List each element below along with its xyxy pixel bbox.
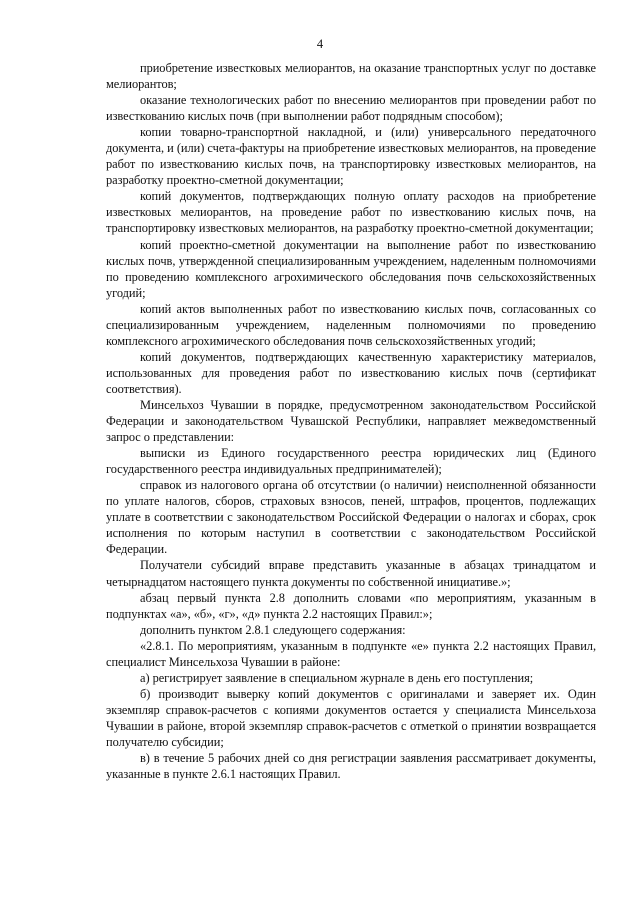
paragraph-11: Получатели субсидий вправе представить указанные в абзацах тринадцатом и четырнадцатом настоящего пункта документы по собственной инициативе.»; bbox=[106, 558, 596, 589]
paragraph-14: «2.8.1. По мероприятиям, указанным в подпункте «е» пункта 2.2 настоящих Правил, специалист Минсельхоза Чувашии в районе: bbox=[106, 638, 596, 669]
paragraph-4: копий документов, подтверждающих полную оплату расходов на приобретение известковых мелиорантов, на проведение работ по известкованию кислых почв, на транспортировку известковых мелиорантов, на разработку проектно-сметной документации; bbox=[106, 189, 596, 236]
paragraph-2: оказание технологических работ по внесению мелиорантов при проведении работ по известкованию кислых почв (при выполнении работ подрядным способом); bbox=[106, 93, 596, 124]
paragraph-13: дополнить пунктом 2.8.1 следующего содержания: bbox=[140, 622, 406, 637]
paragraph-1: приобретение известковых мелиорантов, на оказание транспортных услуг по доставке мелиорантов; bbox=[106, 61, 596, 92]
paragraph-6: копий актов выполненных работ по известкованию кислых почв, согласованных со специализированным учреждением, наделенным полномочиями по проведению комплексного агрохимического обследования почв сельскохозяйственных угодий; bbox=[106, 301, 596, 348]
paragraph-10: справок из налогового органа об отсутствии (о наличии) неисполненной обязанности по уплате налогов, сборов, страховых взносов, пеней, штрафов, процентов, подлежащих уплате в соответствии с законодательством Российской Федерации о налогах и сборах, срок исполнения по которым наступил в соответствии с законодательством Российской Федерации. bbox=[106, 478, 596, 557]
paragraph-17: в) в течение 5 рабочих дней со дня регистрации заявления рассматривает документы, указанные в пункте 2.6.1 настоящих Правил. bbox=[106, 751, 596, 782]
paragraph-15: а) регистрирует заявление в специальном журнале в день его поступления; bbox=[140, 670, 534, 685]
paragraph-9: выписки из Единого государственного реестра юридических лиц (Единого государственного реестра индивидуальных предпринимателей); bbox=[106, 446, 596, 477]
paragraph-7: копий документов, подтверждающих качественную характеристику материалов, использованных для проведения работ по известкованию кислых почв (сертификат соответствия). bbox=[106, 349, 596, 396]
paragraph-5: копий проектно-сметной документации на выполнение работ по известкованию кислых почв, утвержденной специализированным учреждением, наделенным полномочиями по проведению комплексного агрохимического обследования почв сельскохозяйственных угодий; bbox=[106, 237, 596, 300]
paragraph-8: Минсельхоз Чувашии в порядке, предусмотренном законодательством Российской Федерации и законодательством Чувашской Республики, направляет межведомственный запрос о представлении: bbox=[106, 397, 596, 445]
paragraph-12: абзац первый пункта 2.8 дополнить словами «по мероприятиям, указанным в подпунктах «а», «б», «г», «д» пункта 2.2 настоящих Правил:»; bbox=[106, 590, 596, 621]
paragraph-3: копии товарно-транспортной накладной, и (или) универсального передаточного документа, и (или) счета-фактуры на приобретение известковых мелиорантов, на проведение работ по известкованию кислых почв, на транспортировку известковых мелиорантов, на разработку проектно-сметной документации; bbox=[106, 125, 596, 188]
paragraph-16: б) производит выверку копий документов с оригиналами и заверяет их. Один экземпляр справок-расчетов с копиями документов остается у специалиста Минсельхоза Чувашии в районе, второй экземпляр справок-расчетов с отметкой о принятии возвращается получателю субсидии; bbox=[106, 686, 596, 749]
document-body bbox=[106, 60, 596, 782]
page-number: 4 bbox=[316, 37, 324, 51]
